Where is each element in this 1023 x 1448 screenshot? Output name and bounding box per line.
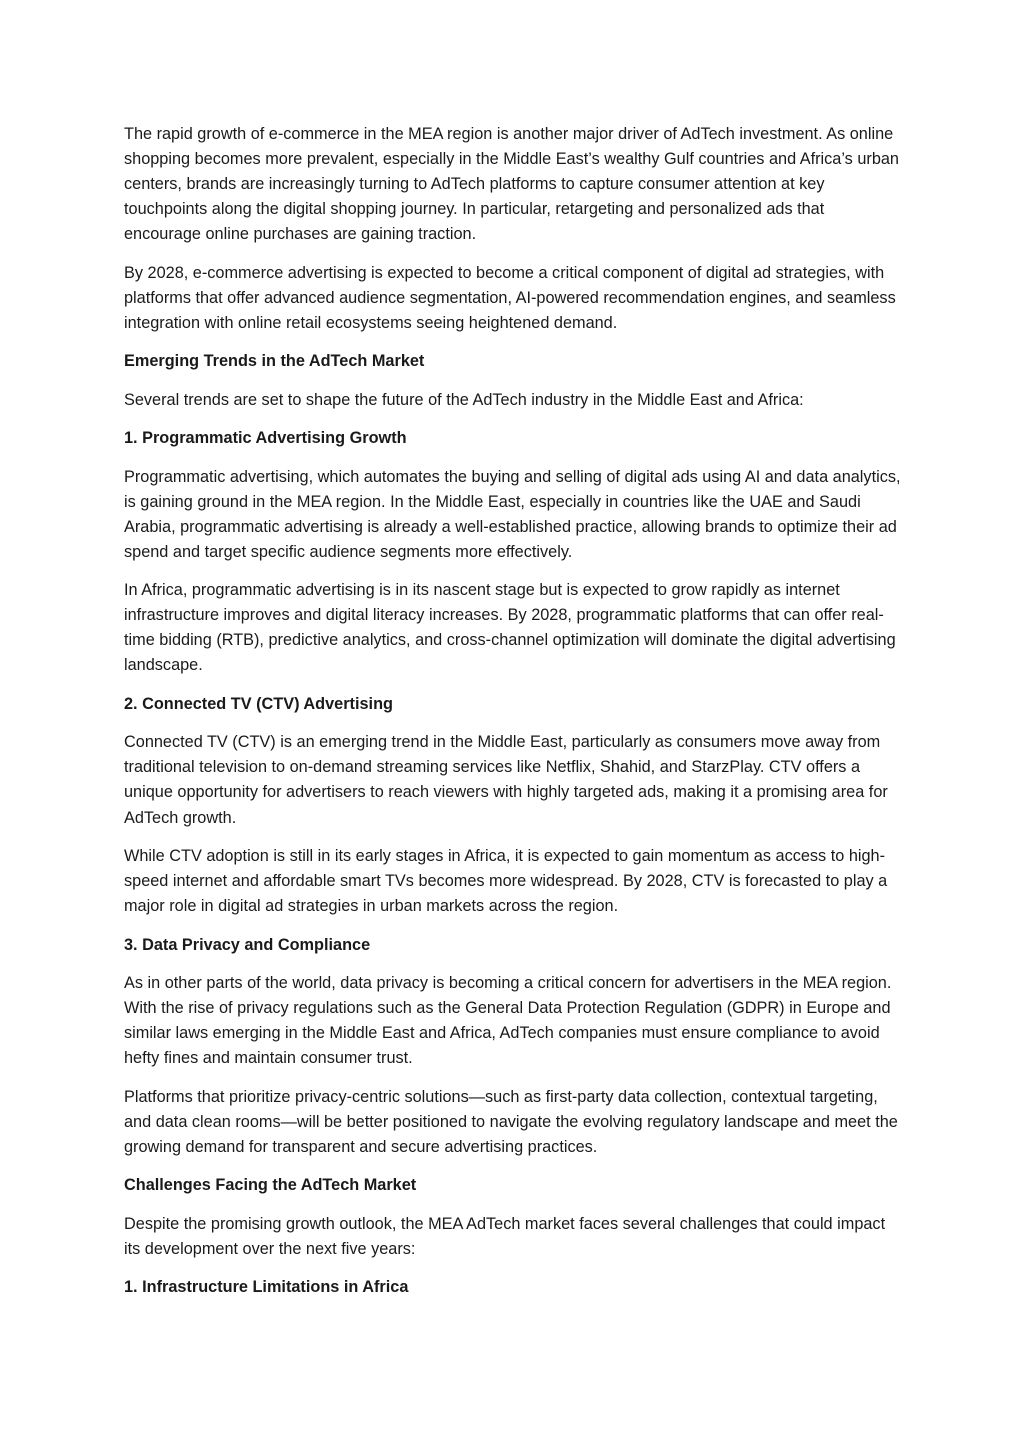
heading-emerging-trends: Emerging Trends in the AdTech Market bbox=[124, 352, 425, 371]
paragraph-privacy-platforms: Platforms that prioritize privacy-centric solutions—such as first-party data collection, contextual targeting, and data clean rooms—will be better positioned to navigate the evolving regulatory landscape and meet the growing demand for transparent and secure advertising practices. bbox=[124, 1087, 898, 1156]
paragraph-trends-intro: Several trends are set to shape the future of the AdTech industry in the Middle East and Africa: bbox=[124, 390, 804, 409]
heading-infrastructure-limitations: 1. Infrastructure Limitations in Africa bbox=[124, 1278, 409, 1297]
paragraph-privacy-regulations: As in other parts of the world, data privacy is becoming a critical concern for advertisers in the MEA region. With the rise of privacy regulations such as the General Data Protection Regulation (GDPR) in Europe and similar laws emerging in the Middle East and Africa, AdTech companies must ensure compliance to avoid hefty fines and maintain consumer trust. bbox=[124, 973, 892, 1068]
heading-challenges: Challenges Facing the AdTech Market bbox=[124, 1176, 417, 1195]
paragraph-ecommerce-growth: The rapid growth of e-commerce in the MEA region is another major driver of AdTech investment. As online shopping becomes more prevalent, especially in the Middle East’s wealthy Gulf countries and Africa’s urban centers, brands are increasingly turning to AdTech platforms to capture consumer attention at key touchpoints along the digital shopping journey. In particular, retargeting and personalized ads that encourage online purchases are gaining traction. bbox=[124, 125, 899, 244]
heading-data-privacy: 3. Data Privacy and Compliance bbox=[124, 935, 371, 954]
paragraph-challenges-intro: Despite the promising growth outlook, the MEA AdTech market faces several challenges that could impact its development over the next five years: bbox=[124, 1214, 886, 1258]
heading-connected-tv: 2. Connected TV (CTV) Advertising bbox=[124, 694, 393, 713]
paragraph-ecommerce-2028: By 2028, e-commerce advertising is expected to become a critical component of digital ad strategies, with platforms that offer advanced audience segmentation, AI-powered recommendation engines, and seamless integration with online retail ecosystems seeing heightened demand. bbox=[124, 263, 896, 332]
heading-programmatic-advertising: 1. Programmatic Advertising Growth bbox=[124, 429, 407, 448]
paragraph-ctv-middle-east: Connected TV (CTV) is an emerging trend in the Middle East, particularly as consumers move away from traditional television to on-demand streaming services like Netflix, Shahid, and StarzPlay. CTV offers a unique opportunity for advertisers to reach viewers with highly targeted ads, making it a promising area for AdTech growth. bbox=[124, 733, 888, 827]
paragraph-ctv-africa: While CTV adoption is still in its early stages in Africa, it is expected to gain momentum as access to high-speed internet and affordable smart TVs becomes more widespread. By 2028, CTV is forecasted to play a major role in digital ad strategies in urban markets across the region. bbox=[124, 846, 888, 916]
paragraph-programmatic-middle-east: Programmatic advertising, which automates the buying and selling of digital ads using AI and data analytics, is gaining ground in the MEA region. In the Middle East, especially in countries like the UAE and Saudi Arabia, programmatic advertising is already a well-established practice, allowing brands to optimize their ad spend and target specific audience segments more effectively. bbox=[124, 467, 901, 561]
paragraph-programmatic-africa: In Africa, programmatic advertising is in its nascent stage but is expected to grow rapidly as internet infrastructure improves and digital literacy increases. By 2028, programmatic platforms that can offer real-time bidding (RTB), predictive analytics, and cross-channel optimization will dominate the digital advertising landscape. bbox=[124, 581, 896, 675]
document-page bbox=[124, 122, 904, 1313]
